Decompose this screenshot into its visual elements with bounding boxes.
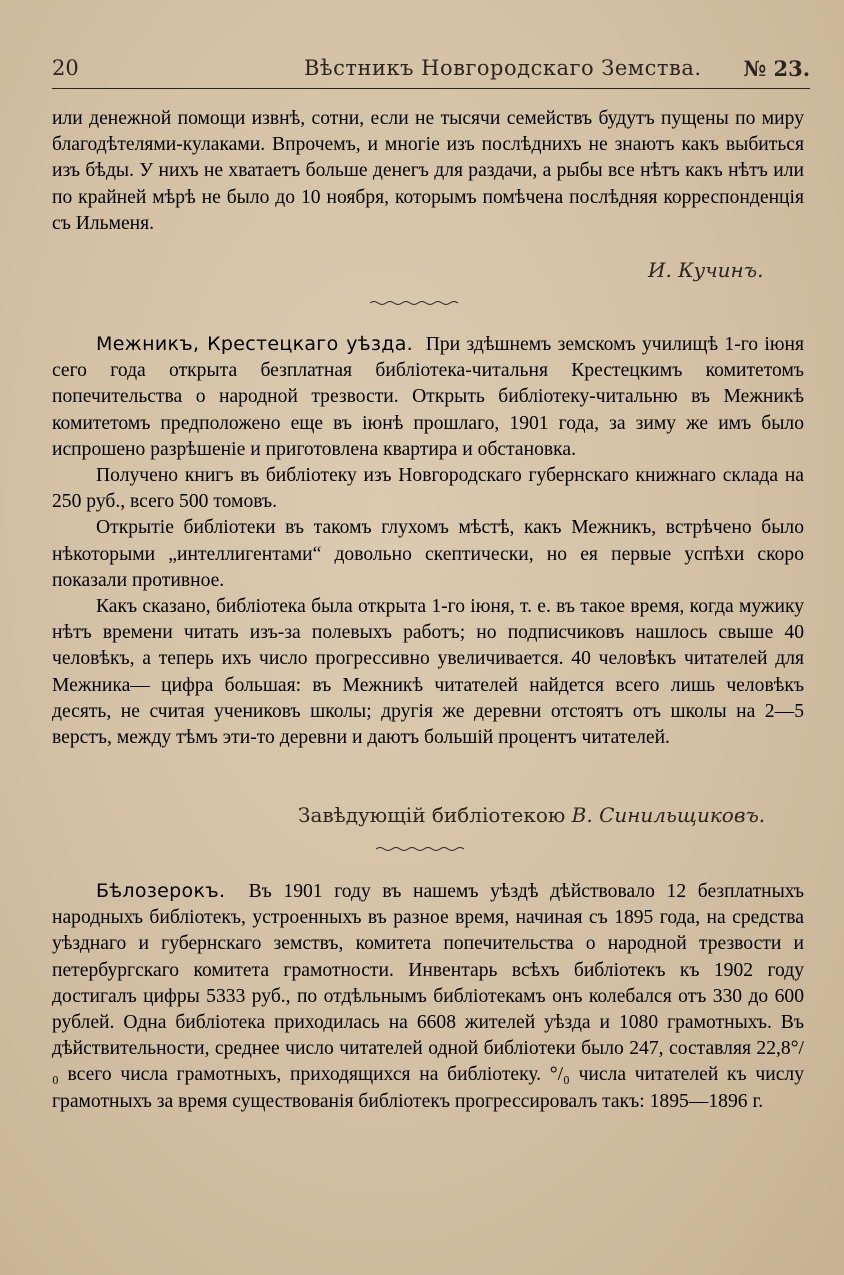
intro-section [52, 106, 804, 237]
intro-signature [648, 258, 763, 282]
article-mezhnik [52, 331, 804, 751]
article-mezhnik-paragraph-2: Получено книгъ въ библіотеку изъ Новгородскаго губернскаго книжнаго склада на 250 руб., всего 500 томовъ. [52, 465, 804, 513]
journal-title: Вѣстникъ Новгородскаго Земства. [304, 56, 702, 80]
page-number: 20 [52, 56, 79, 80]
article-mezhnik-paragraph-3: Открытіе библіотеки въ такомъ глухомъ мѣстѣ, какъ Межникъ, встрѣчено было нѣкоторыми „интеллигентами“ довольно скептически, но ея первые успѣхи скоро показали противное. [52, 517, 804, 591]
signature-name: В. Синильщиковъ. [571, 803, 766, 827]
article-belozerok [52, 878, 804, 1115]
running-header [52, 52, 810, 89]
article-belozerok-place: Бѣлозерокъ. [96, 880, 226, 902]
signature-prefix: Завѣдующій библіотекою [298, 803, 566, 827]
intro-signature-text: И. Кучинъ. [648, 258, 764, 282]
article-mezhnik-signature [298, 803, 765, 827]
issue-number: № 23. [743, 56, 810, 81]
section-divider-2 [376, 846, 466, 852]
article-mezhnik-paragraph-4: Какъ сказано, библіотека была открыта 1-го іюня, т. е. въ такое время, когда мужику нѣтъ времени читать изъ-за полевыхъ работъ; но подписчиковъ нашлось свыше 40 человѣкъ, а теперь ихъ число прогрессивно увеличивается. 40 человѣкъ читателей для Межника— цифра большая: въ Межникѣ читателей найдется всего лишь человѣкъ десять, не считая учениковъ школы; другія же деревни отстоятъ отъ школы на 2—5 верстъ, между тѣмъ эти-то деревни и даютъ большій процентъ читателей. [52, 596, 804, 749]
article-mezhnik-place: Межникъ, Крестецкаго уѣзда. [96, 333, 414, 355]
article-belozerok-paragraph: Бѣлозерокъ. Въ 1901 году въ нашемъ уѣздѣ дѣйствовало 12 безплатныхъ народныхъ библіотекъ, устроенныхъ въ разное время, начиная съ 1895 года, на средства уѣзднаго и губернскаго земствъ, комитета попечительства о народной трезвости и петербургскаго комитета грамотности. Инвентарь всѣхъ библіотекъ къ 1902 году достигалъ цифры 5333 руб., по отдѣльнымъ библіотекамъ онъ колебался отъ 330 до 600 рублей. Одна библіотека приходилась на 6608 жителей уѣзда и 1080 грамотныхъ. Въ дѣйствительности, среднее число читателей одной библіотеки было 247, составляя 22,8°/₀ всего числа грамотныхъ, приходящихся на библіотеку. °/₀ числа читателей къ числу грамотныхъ за время существованія библіотекъ прогрессировалъ такъ: 1895—1896 г. [52, 880, 804, 1112]
section-divider-1 [370, 300, 460, 306]
intro-paragraph: или денежной помощи извнѣ, сотни, если не тысячи семействъ будутъ пущены по миру благодѣтелями-кулаками. Впрочемъ, и многіе изъ послѣднихъ не знаютъ какъ выбиться изъ бѣды. У нихъ не хватаетъ больше денегъ для раздачи, а рыбы все нѣтъ какъ нѣтъ или по крайней мѣрѣ не было до 10 ноября, которымъ помѣчена послѣдняя корреспонденція съ Ильменя. [52, 108, 804, 234]
article-mezhnik-paragraph-1: Межникъ, Крестецкаго уѣзда. При здѣшнемъ земскомъ училищѣ 1-го іюня сего года открыта безплатная библіотека-читальня Крестецкимъ комитетомъ попечительства о народной трезвости. Открыть библіотеку-читальню въ Межникѣ комитетомъ предположено еще въ іюнѣ прошлаго, 1901 года, за зиму же имъ было испрошено разрѣшеніе и приготовлена квартира и обстановка. [52, 333, 805, 460]
